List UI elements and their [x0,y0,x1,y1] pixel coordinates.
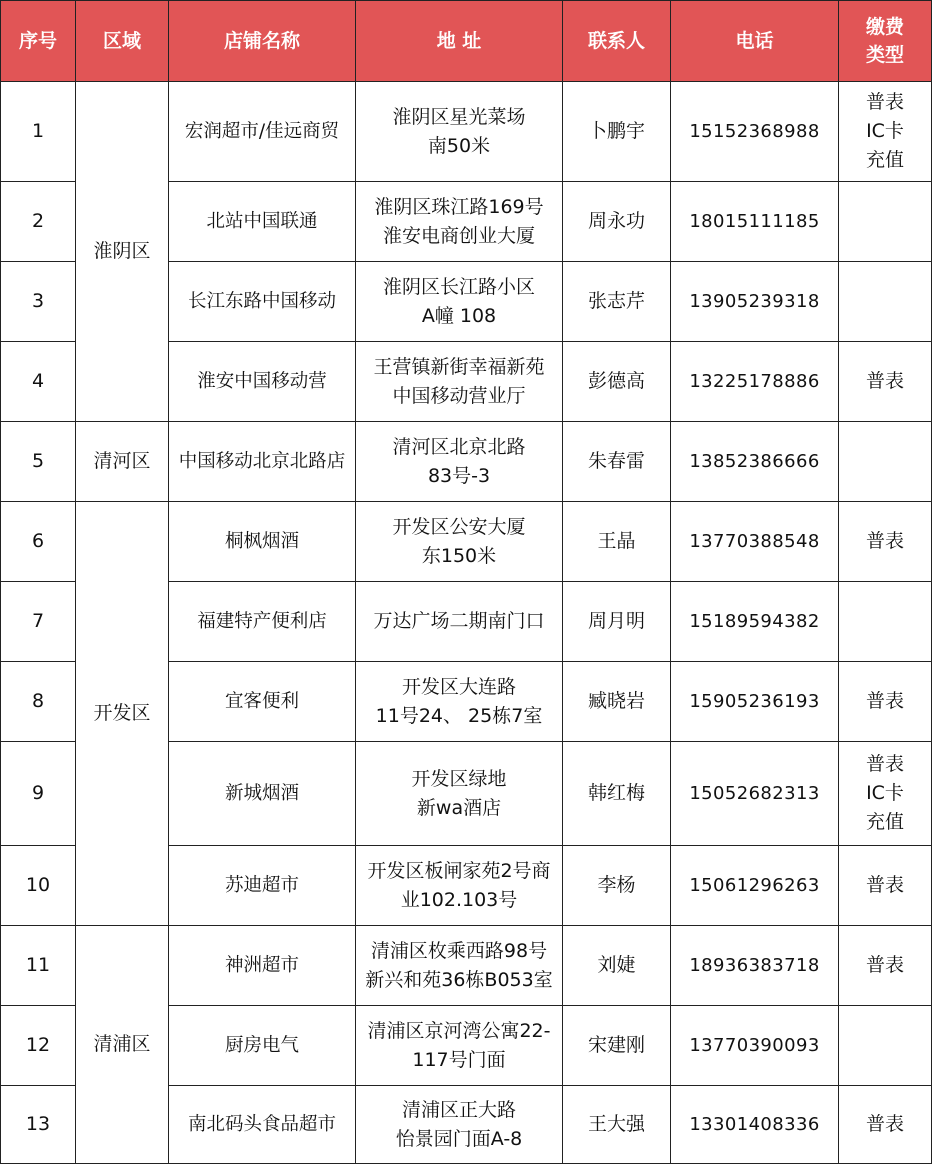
cell-type: 普表 [839,1086,932,1164]
cell-contact: 刘婕 [563,926,671,1006]
cell-phone: 18936383718 [671,926,839,1006]
table-row [1,422,932,502]
cell-contact: 周永功 [563,182,671,262]
cell-address: 淮阴区珠江路169号 淮安电商创业大厦 [356,182,563,262]
header-no: 序号 [1,1,76,82]
cell-type: 普表 [839,846,932,926]
cell-phone: 15905236193 [671,662,839,742]
cell-address: 开发区大连路 11号24、 25栋7室 [356,662,563,742]
cell-phone: 13852386666 [671,422,839,502]
cell-address: 王营镇新街幸福新苑 中国移动营业厅 [356,342,563,422]
header-store: 店铺名称 [169,1,356,82]
cell-no: 12 [1,1006,76,1086]
cell-no: 8 [1,662,76,742]
header-contact: 联系人 [563,1,671,82]
cell-store: 新城烟酒 [169,742,356,846]
cell-address: 清浦区正大路 怡景园门面A-8 [356,1086,563,1164]
cell-type [839,422,932,502]
cell-phone: 18015111185 [671,182,839,262]
cell-no: 4 [1,342,76,422]
cell-contact: 张志芹 [563,262,671,342]
cell-no: 9 [1,742,76,846]
cell-store: 桐枫烟酒 [169,502,356,582]
cell-region: 开发区 [76,502,169,926]
cell-contact: 彭德高 [563,342,671,422]
cell-store: 宜客便利 [169,662,356,742]
cell-address: 开发区公安大厦 东150米 [356,502,563,582]
cell-no: 1 [1,82,76,182]
cell-no: 7 [1,582,76,662]
cell-store: 苏迪超市 [169,846,356,926]
header-address: 地 址 [356,1,563,82]
cell-store: 北站中国联通 [169,182,356,262]
cell-address: 开发区板闸家苑2号商 业102.103号 [356,846,563,926]
cell-type [839,1006,932,1086]
cell-type: 普表 [839,926,932,1006]
cell-type: 普表 IC卡 充值 [839,82,932,182]
cell-store: 福建特产便利店 [169,582,356,662]
cell-phone: 15052682313 [671,742,839,846]
cell-no: 6 [1,502,76,582]
cell-address: 清河区北京北路 83号-3 [356,422,563,502]
cell-phone: 15189594382 [671,582,839,662]
cell-contact: 王晶 [563,502,671,582]
cell-phone: 13905239318 [671,262,839,342]
cell-phone: 13770388548 [671,502,839,582]
cell-type: 普表 IC卡 充值 [839,742,932,846]
cell-contact: 李杨 [563,846,671,926]
cell-contact: 宋建刚 [563,1006,671,1086]
table-row [1,926,932,1006]
cell-type [839,182,932,262]
cell-no: 3 [1,262,76,342]
cell-no: 13 [1,1086,76,1164]
cell-store: 南北码头食品超市 [169,1086,356,1164]
cell-no: 2 [1,182,76,262]
cell-address: 万达广场二期南门口 [356,582,563,662]
cell-phone: 15061296263 [671,846,839,926]
cell-store: 长江东路中国移动 [169,262,356,342]
cell-region: 清浦区 [76,926,169,1164]
table-row [1,82,932,182]
cell-address: 清浦区枚乘西路98号 新兴和苑36栋B053室 [356,926,563,1006]
cell-contact: 韩红梅 [563,742,671,846]
cell-type: 普表 [839,502,932,582]
header-phone: 电话 [671,1,839,82]
cell-no: 11 [1,926,76,1006]
cell-contact: 王大强 [563,1086,671,1164]
table-row [1,502,932,582]
cell-no: 5 [1,422,76,502]
cell-address: 淮阴区长江路小区 A幢 108 [356,262,563,342]
cell-contact: 卜鹏宇 [563,82,671,182]
cell-no: 10 [1,846,76,926]
cell-region: 淮阴区 [76,82,169,422]
cell-type: 普表 [839,662,932,742]
cell-address: 开发区绿地 新wa酒店 [356,742,563,846]
header-row [1,1,932,82]
header-region: 区域 [76,1,169,82]
cell-store: 宏润超市/佳远商贸 [169,82,356,182]
cell-phone: 15152368988 [671,82,839,182]
cell-store: 神洲超市 [169,926,356,1006]
cell-type [839,262,932,342]
cell-store: 淮安中国移动营 [169,342,356,422]
cell-address: 淮阴区星光菜场 南50米 [356,82,563,182]
cell-store: 中国移动北京北路店 [169,422,356,502]
cell-phone: 13770390093 [671,1006,839,1086]
cell-type [839,582,932,662]
cell-store: 厨房电气 [169,1006,356,1086]
cell-phone: 13225178886 [671,342,839,422]
cell-phone: 13301408336 [671,1086,839,1164]
cell-contact: 臧晓岩 [563,662,671,742]
cell-address: 清浦区京河湾公寓22- 117号门面 [356,1006,563,1086]
cell-region: 清河区 [76,422,169,502]
cell-contact: 朱春雷 [563,422,671,502]
header-type: 缴费 类型 [839,1,932,82]
cell-type: 普表 [839,342,932,422]
cell-contact: 周月明 [563,582,671,662]
